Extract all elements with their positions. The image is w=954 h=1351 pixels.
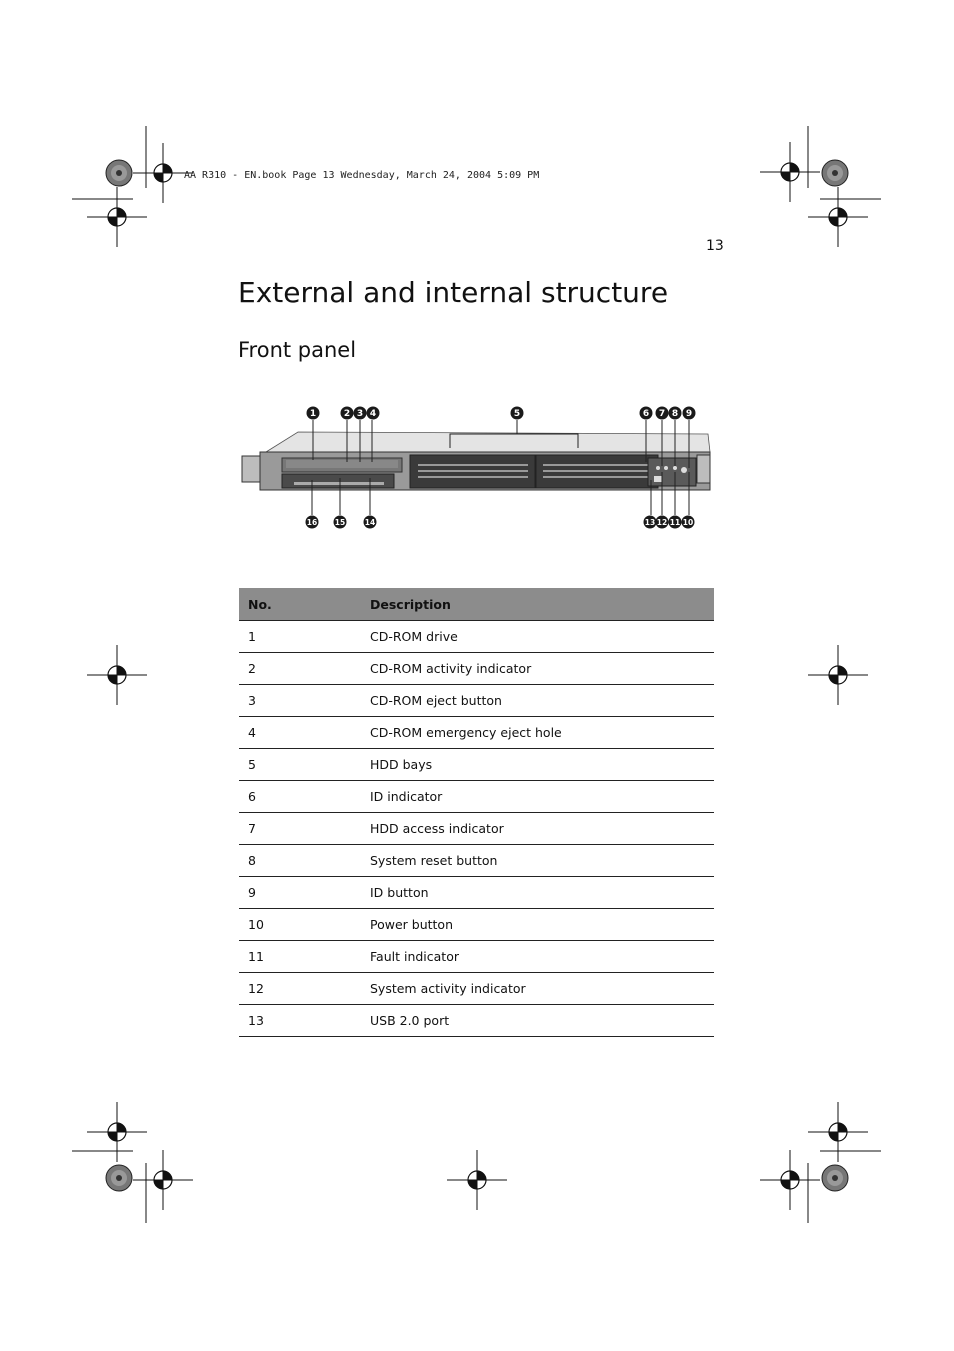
row-desc: CD-ROM emergency eject hole <box>361 717 714 749</box>
callout-11 <box>669 516 682 529</box>
table-row <box>239 653 714 685</box>
callout-14 <box>364 516 377 529</box>
table-row <box>239 973 714 1005</box>
svg-text:1: 1 <box>309 409 317 419</box>
svg-text:13: 13 <box>644 518 656 527</box>
svg-text:14: 14 <box>364 518 376 527</box>
callout-2 <box>341 407 354 420</box>
svg-text:15: 15 <box>334 518 346 527</box>
svg-text:2: 2 <box>343 409 351 419</box>
row-desc: USB 2.0 port <box>361 1005 714 1037</box>
print-header-line: AA R310 - EN.book Page 13 Wednesday, March 24, 2004 5:09 PM <box>184 170 540 181</box>
svg-text:16: 16 <box>306 518 318 527</box>
row-no: 9 <box>239 877 361 909</box>
page-title: External and internal structure <box>238 276 669 309</box>
row-desc: CD-ROM eject button <box>361 685 714 717</box>
svg-text:8: 8 <box>671 409 679 419</box>
row-no: 2 <box>239 653 361 685</box>
row-no: 8 <box>239 845 361 877</box>
row-no: 3 <box>239 685 361 717</box>
svg-text:11: 11 <box>669 518 681 527</box>
row-desc: Power button <box>361 909 714 941</box>
svg-text:10: 10 <box>682 518 694 527</box>
callout-3 <box>354 407 367 420</box>
front-panel-diagram <box>238 400 718 539</box>
table-row <box>239 717 714 749</box>
svg-text:12: 12 <box>656 518 668 527</box>
table-row <box>239 781 714 813</box>
row-desc: HDD access indicator <box>361 813 714 845</box>
callout-4 <box>367 407 380 420</box>
table-row <box>239 1005 714 1037</box>
svg-text:7: 7 <box>658 409 666 419</box>
table-row <box>239 845 714 877</box>
row-no: 10 <box>239 909 361 941</box>
front-panel-table <box>239 588 714 1037</box>
callout-6 <box>640 407 653 420</box>
row-desc: System activity indicator <box>361 973 714 1005</box>
table-row <box>239 749 714 781</box>
svg-text:9: 9 <box>685 409 693 419</box>
row-desc: Fault indicator <box>361 941 714 973</box>
callout-15 <box>334 516 347 529</box>
table-header-row <box>239 588 714 621</box>
table-row <box>239 941 714 973</box>
table-row <box>239 909 714 941</box>
table-row <box>239 877 714 909</box>
callout-1 <box>307 407 320 420</box>
svg-text:5: 5 <box>513 409 521 419</box>
row-desc: CD-ROM drive <box>361 621 714 653</box>
table-row <box>239 813 714 845</box>
callout-13 <box>644 516 657 529</box>
row-desc: HDD bays <box>361 749 714 781</box>
row-desc: ID indicator <box>361 781 714 813</box>
row-no: 13 <box>239 1005 361 1037</box>
row-no: 12 <box>239 973 361 1005</box>
header-no: No. <box>239 588 361 621</box>
row-desc: CD-ROM activity indicator <box>361 653 714 685</box>
callout-9 <box>683 407 696 420</box>
svg-text:4: 4 <box>369 409 377 419</box>
row-no: 1 <box>239 621 361 653</box>
row-no: 4 <box>239 717 361 749</box>
table-row <box>239 621 714 653</box>
callout-8 <box>669 407 682 420</box>
svg-text:3: 3 <box>356 409 364 419</box>
callout-16 <box>306 516 319 529</box>
table-row <box>239 685 714 717</box>
callout-5 <box>511 407 524 420</box>
section-title: Front panel <box>238 338 357 362</box>
row-no: 7 <box>239 813 361 845</box>
svg-text:6: 6 <box>642 409 650 419</box>
callout-7 <box>656 407 669 420</box>
row-no: 6 <box>239 781 361 813</box>
callout-10 <box>682 516 695 529</box>
callout-12 <box>656 516 669 529</box>
page-number: 13 <box>706 238 724 254</box>
row-no: 11 <box>239 941 361 973</box>
row-desc: System reset button <box>361 845 714 877</box>
row-desc: ID button <box>361 877 714 909</box>
row-no: 5 <box>239 749 361 781</box>
header-description: Description <box>361 588 714 621</box>
